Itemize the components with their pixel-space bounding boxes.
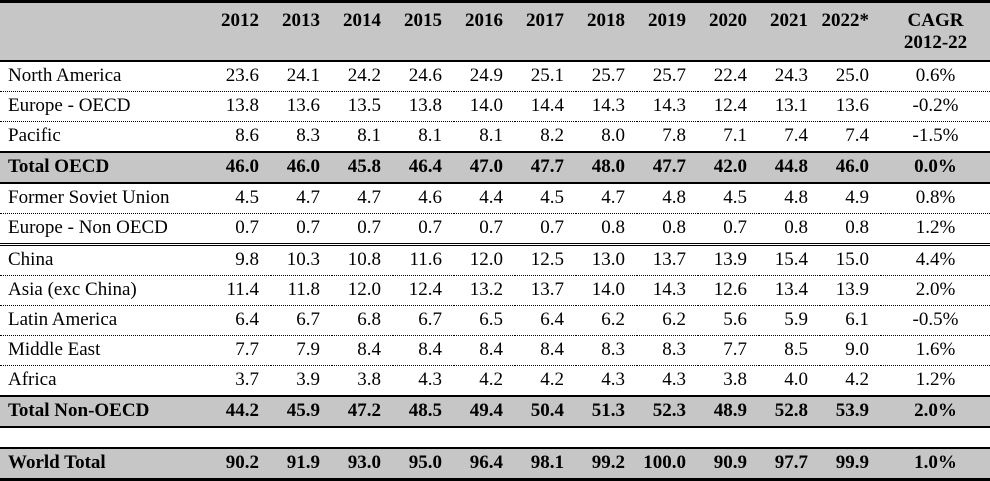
region-label: Europe - Non OECD [0,214,210,245]
value-cell: 4.5 [515,183,576,214]
value-cell: 13.9 [698,245,759,276]
value-cell: 24.1 [271,61,332,92]
cagr-header-line1: CAGR [907,10,964,31]
value-cell: 97.7 [759,448,820,480]
value-cell: 4.5 [210,183,271,214]
value-cell: 8.4 [332,336,393,366]
cagr-cell: -1.5% [881,122,990,153]
value-cell: 0.7 [698,214,759,245]
value-cell: 52.3 [637,396,698,427]
value-cell: 4.0 [759,366,820,397]
value-cell: 47.0 [454,152,515,183]
value-cell: 13.1 [759,92,820,122]
value-cell: 47.7 [637,152,698,183]
value-cell: 45.8 [332,152,393,183]
region-label: World Total [0,448,210,480]
value-cell: 0.8 [820,214,881,245]
value-cell: 11.6 [393,245,454,276]
value-cell: 12.5 [515,245,576,276]
value-cell: 13.2 [454,276,515,306]
value-cell: 0.8 [576,214,637,245]
year-column-header: 2018 [576,2,637,62]
value-cell: 14.0 [576,276,637,306]
value-cell: 4.2 [820,366,881,397]
value-cell: 96.4 [454,448,515,480]
region-row [0,306,990,336]
value-cell: 4.7 [576,183,637,214]
value-cell: 100.0 [637,448,698,480]
table-header [0,2,990,62]
value-cell: 13.6 [271,92,332,122]
total-row [0,448,990,480]
value-cell: 8.4 [454,336,515,366]
cagr-cell: -0.2% [881,92,990,122]
value-cell: 46.0 [271,152,332,183]
value-cell: 13.8 [210,92,271,122]
region-label: Total OECD [0,152,210,183]
value-cell: 25.0 [820,61,881,92]
cagr-header-line2: 2012-22 [903,32,968,53]
value-cell: 3.7 [210,366,271,397]
region-row [0,245,990,276]
value-cell: 6.5 [454,306,515,336]
region-label: Pacific [0,122,210,153]
value-cell: 47.2 [332,396,393,427]
value-cell: 4.8 [759,183,820,214]
table-body [0,61,990,480]
value-cell: 99.2 [576,448,637,480]
value-cell: 48.5 [393,396,454,427]
year-column-header: 2015 [393,2,454,62]
spacer-cell [0,427,990,448]
value-cell: 8.1 [332,122,393,153]
value-cell: 13.4 [759,276,820,306]
value-cell: 4.6 [393,183,454,214]
value-cell: 25.7 [637,61,698,92]
value-cell: 9.0 [820,336,881,366]
spacer-row [0,427,990,448]
value-cell: 11.8 [271,276,332,306]
value-cell: 25.7 [576,61,637,92]
value-cell: 6.7 [393,306,454,336]
value-cell: 4.2 [515,366,576,397]
value-cell: 3.8 [698,366,759,397]
value-cell: 14.0 [454,92,515,122]
value-cell: 46.4 [393,152,454,183]
year-column-header: 2014 [332,2,393,62]
region-label: Total Non-OECD [0,396,210,427]
value-cell: 8.4 [515,336,576,366]
value-cell: 24.3 [759,61,820,92]
value-cell: 4.3 [637,366,698,397]
year-column-header: 2012 [210,2,271,62]
cagr-cell: 1.2% [881,214,990,245]
year-column-header: 2022* [820,2,881,62]
value-cell: 13.8 [393,92,454,122]
value-cell: 8.3 [271,122,332,153]
value-cell: 0.7 [271,214,332,245]
value-cell: 44.2 [210,396,271,427]
cagr-cell: 2.0% [881,276,990,306]
value-cell: 4.7 [332,183,393,214]
value-cell: 14.3 [637,276,698,306]
value-cell: 8.5 [759,336,820,366]
value-cell: 8.6 [210,122,271,153]
value-cell: 0.7 [454,214,515,245]
value-cell: 13.7 [515,276,576,306]
year-column-header: 2013 [271,2,332,62]
value-cell: 4.5 [698,183,759,214]
cagr-column-header [881,2,990,62]
year-column-header: 2016 [454,2,515,62]
value-cell: 8.1 [393,122,454,153]
value-cell: 14.3 [637,92,698,122]
value-cell: 49.4 [454,396,515,427]
value-cell: 46.0 [820,152,881,183]
value-cell: 0.7 [332,214,393,245]
value-cell: 4.3 [393,366,454,397]
value-cell: 9.8 [210,245,271,276]
year-column-header: 2019 [637,2,698,62]
value-cell: 6.2 [576,306,637,336]
value-cell: 7.8 [637,122,698,153]
value-cell: 7.7 [210,336,271,366]
value-cell: 13.9 [820,276,881,306]
year-column-header: 2020 [698,2,759,62]
cagr-cell: 0.6% [881,61,990,92]
region-row [0,122,990,153]
value-cell: 12.0 [332,276,393,306]
cagr-cell: 0.8% [881,183,990,214]
value-cell: 12.6 [698,276,759,306]
region-label: Former Soviet Union [0,183,210,214]
value-cell: 6.4 [515,306,576,336]
value-cell: 4.8 [637,183,698,214]
value-cell: 24.6 [393,61,454,92]
value-cell: 52.8 [759,396,820,427]
value-cell: 10.8 [332,245,393,276]
value-cell: 13.7 [637,245,698,276]
region-row [0,276,990,306]
value-cell: 8.4 [393,336,454,366]
value-cell: 48.0 [576,152,637,183]
value-cell: 23.6 [210,61,271,92]
value-cell: 6.2 [637,306,698,336]
region-label: Asia (exc China) [0,276,210,306]
value-cell: 8.2 [515,122,576,153]
cagr-cell: 1.2% [881,366,990,397]
region-label: Africa [0,366,210,397]
total-row [0,152,990,183]
value-cell: 24.9 [454,61,515,92]
value-cell: 45.9 [271,396,332,427]
region-label: China [0,245,210,276]
value-cell: 13.5 [332,92,393,122]
value-cell: 0.7 [393,214,454,245]
value-cell: 15.4 [759,245,820,276]
value-cell: 25.1 [515,61,576,92]
corner-cell [0,2,210,62]
value-cell: 7.9 [271,336,332,366]
value-cell: 11.4 [210,276,271,306]
value-cell: 99.9 [820,448,881,480]
cagr-cell: 2.0% [881,396,990,427]
value-cell: 13.0 [576,245,637,276]
value-cell: 7.4 [759,122,820,153]
value-cell: 42.0 [698,152,759,183]
value-cell: 48.9 [698,396,759,427]
value-cell: 24.2 [332,61,393,92]
region-label: Europe - OECD [0,92,210,122]
value-cell: 98.1 [515,448,576,480]
year-column-header: 2021 [759,2,820,62]
value-cell: 95.0 [393,448,454,480]
value-cell: 7.1 [698,122,759,153]
year-column-header: 2017 [515,2,576,62]
value-cell: 4.7 [271,183,332,214]
value-cell: 12.4 [698,92,759,122]
value-cell: 22.4 [698,61,759,92]
value-cell: 50.4 [515,396,576,427]
value-cell: 90.9 [698,448,759,480]
value-cell: 6.1 [820,306,881,336]
value-cell: 6.7 [271,306,332,336]
value-cell: 0.8 [637,214,698,245]
value-cell: 90.2 [210,448,271,480]
value-cell: 14.4 [515,92,576,122]
header-row [0,2,990,62]
value-cell: 0.8 [759,214,820,245]
value-cell: 4.2 [454,366,515,397]
value-cell: 4.9 [820,183,881,214]
value-cell: 4.3 [576,366,637,397]
cagr-cell: 1.0% [881,448,990,480]
value-cell: 46.0 [210,152,271,183]
value-cell: 5.6 [698,306,759,336]
value-cell: 0.7 [515,214,576,245]
value-cell: 10.3 [271,245,332,276]
value-cell: 8.3 [576,336,637,366]
value-cell: 3.9 [271,366,332,397]
region-row [0,183,990,214]
value-cell: 14.3 [576,92,637,122]
region-row [0,92,990,122]
region-row [0,214,990,245]
value-cell: 12.0 [454,245,515,276]
value-cell: 6.4 [210,306,271,336]
value-cell: 12.4 [393,276,454,306]
region-row [0,366,990,397]
cagr-cell: 4.4% [881,245,990,276]
value-cell: 91.9 [271,448,332,480]
cagr-cell: 1.6% [881,336,990,366]
value-cell: 4.4 [454,183,515,214]
total-row [0,396,990,427]
region-label: Middle East [0,336,210,366]
value-cell: 93.0 [332,448,393,480]
value-cell: 44.8 [759,152,820,183]
region-label: Latin America [0,306,210,336]
value-cell: 7.4 [820,122,881,153]
value-cell: 5.9 [759,306,820,336]
cagr-cell: -0.5% [881,306,990,336]
value-cell: 53.9 [820,396,881,427]
cagr-cell: 0.0% [881,152,990,183]
value-cell: 8.3 [637,336,698,366]
value-cell: 3.8 [332,366,393,397]
value-cell: 47.7 [515,152,576,183]
value-cell: 8.0 [576,122,637,153]
value-cell: 6.8 [332,306,393,336]
value-cell: 0.7 [210,214,271,245]
region-row [0,61,990,92]
region-row [0,336,990,366]
value-cell: 15.0 [820,245,881,276]
value-cell: 51.3 [576,396,637,427]
value-cell: 7.7 [698,336,759,366]
value-cell: 8.1 [454,122,515,153]
value-cell: 13.6 [820,92,881,122]
region-label: North America [0,61,210,92]
